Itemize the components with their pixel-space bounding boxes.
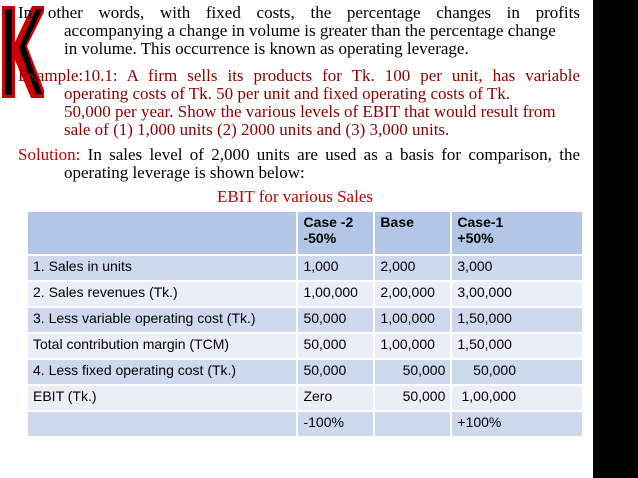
cell-case-2: 50,000 — [297, 307, 374, 333]
cell-base: 50,000 — [374, 359, 451, 385]
row-label: 4. Less fixed operating cost (Tk.) — [28, 359, 297, 385]
table-caption: EBIT for various Sales — [217, 187, 373, 206]
example-line-3: 50,000 per year. Show the various levels of EBIT that would result from — [64, 102, 556, 121]
ebit-table — [28, 212, 584, 438]
row-label — [28, 411, 297, 437]
example-line-4: sale of (1) 1,000 units (2) 2000 units and (3) 3,000 units. — [64, 120, 450, 139]
cell-base: 2,00,000 — [374, 281, 451, 307]
example-line-1 — [18, 67, 580, 85]
example-line-2: operating costs of Tk. 50 per unit and fixed operating costs of Tk. — [64, 84, 511, 103]
solution-paragraph — [18, 146, 580, 182]
header-cell-case-1 — [451, 212, 583, 255]
solution-label: Solution: — [18, 145, 81, 164]
cell-case-1: 3,00,000 — [451, 281, 583, 307]
cell-case-2: 50,000 — [297, 359, 374, 385]
table-row — [28, 281, 583, 307]
header-case-1-line-1: Case-1 — [457, 214, 504, 230]
intro-line-1: In other words, with fixed costs, the percentage changes in profits — [18, 3, 580, 22]
header-case-2-line-2: -50% — [303, 230, 337, 246]
example-line-1-text: A firm sells its products for Tk. 100 per unit, has variable — [117, 66, 580, 85]
table-row — [28, 359, 583, 385]
row-label: EBIT (Tk.) — [28, 385, 297, 411]
table-row — [28, 307, 583, 333]
table-row — [28, 385, 583, 411]
cell-case-1: 50,000 — [451, 359, 583, 385]
cell-base: 50,000 — [374, 385, 451, 411]
cell-case-2: 1,000 — [297, 255, 374, 281]
cell-base: 2,000 — [374, 255, 451, 281]
solution-line-1-text: In sales level of 2,000 units are used as a basis for comparison, the — [80, 145, 580, 164]
cell-case-1: 1,00,000 — [451, 385, 583, 411]
table-header-row — [28, 212, 583, 255]
solution-line-2: operating leverage is shown below: — [64, 163, 305, 182]
header-cell-case-2 — [297, 212, 374, 255]
header-case-1-line-2: +50% — [457, 230, 494, 246]
row-label: 3. Less variable operating cost (Tk.) — [28, 307, 297, 333]
table-row — [28, 411, 583, 437]
cell-case-1: +100% — [451, 411, 583, 437]
header-cell-label — [28, 212, 297, 255]
intro-paragraph — [18, 4, 580, 58]
row-label: Total contribution margin (TCM) — [28, 333, 297, 359]
row-label: 2. Sales revenues (Tk.) — [28, 281, 297, 307]
header-base-label: Base — [380, 214, 414, 230]
intro-line-2: accompanying a change in volume is greater than the percentage change — [64, 21, 556, 40]
cell-case-1: 1,50,000 — [451, 307, 583, 333]
cell-case-2: 50,000 — [297, 333, 374, 359]
cell-case-2: Zero — [297, 385, 374, 411]
table-row — [28, 255, 583, 281]
cell-base: 1,00,000 — [374, 333, 451, 359]
intro-line-3: in volume. This occurrence is known as operating leverage. — [64, 39, 469, 58]
cell-case-1: 1,50,000 — [451, 333, 583, 359]
table-row — [28, 333, 583, 359]
header-cell-base — [374, 212, 451, 255]
row-label: 1. Sales in units — [28, 255, 297, 281]
header-case-2-line-1: Case -2 — [303, 214, 354, 230]
cell-base — [374, 411, 451, 437]
cell-base: 1,00,000 — [374, 307, 451, 333]
cell-case-2: -100% — [297, 411, 374, 437]
cell-case-1: 3,000 — [451, 255, 583, 281]
example-label: Example:10.1: — [18, 66, 118, 85]
example-paragraph — [18, 67, 580, 139]
right-black-bar — [593, 0, 638, 478]
cell-case-2: 1,00,000 — [297, 281, 374, 307]
solution-line-1 — [18, 146, 580, 164]
